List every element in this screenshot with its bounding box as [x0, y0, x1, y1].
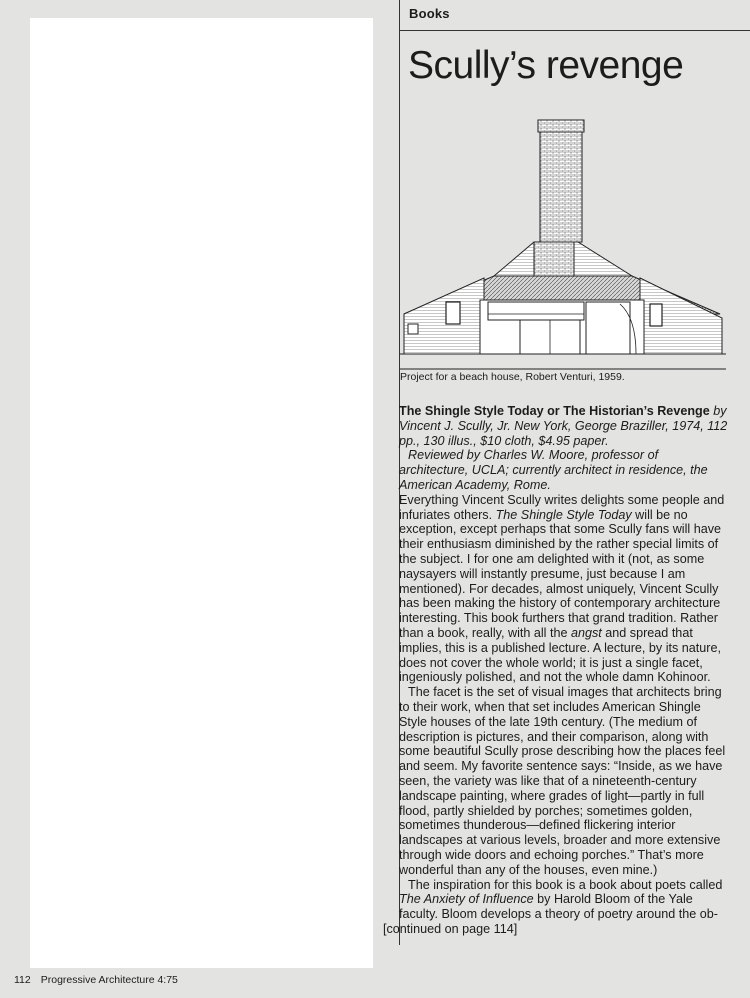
- book-title: The Shingle Style Today or The Historian’s Revenge: [399, 404, 710, 418]
- page-footer: [14, 974, 188, 986]
- section-rule: [399, 30, 750, 31]
- paragraph-2: The facet is the set of visual images that architects bring to their work, when that set includes American Shingle Style houses of the late 19th century. (The medium of description is pictures, and their comparison, along with some beautiful Scully prose describing how the places feel and seem. My favorite sentence says: “Inside, as we have seen, the variety was like that of a nineteenth-century landscape painting, where grades of light—partly in full flood, partly shielded by porches; sometimes golden, sometimes thunderous—defined flickering interior landscapes at various levels, broader and more extensive through wide doors and echoing porches.” That’s more wonderful than any of the houses, even mine.): [399, 685, 726, 877]
- reviewer-credit: Reviewed by Charles W. Moore, professor of architecture, UCLA; currently architect in residence, the American Academy, Rome.: [399, 448, 708, 492]
- beach-house-drawing: [400, 118, 726, 370]
- article-body: [383, 404, 729, 937]
- blank-panel: [30, 18, 373, 968]
- book-citation: [399, 404, 729, 448]
- page-number: 112: [14, 974, 31, 986]
- figure-caption: Project for a beach house, Robert Venturi, 1959.: [400, 371, 625, 383]
- paragraph-3: The inspiration for this book is a book about poets called The Anxiety of Influence by Harold Bloom of the Yale faculty. Bloom develops a theory of poetry around the ob-: [399, 877, 723, 922]
- headline: Scully’s revenge: [408, 44, 684, 87]
- book-details: by Vincent J. Scully, Jr. New York, George Braziller, 1974, 112 pp., 130 illus., $10 cloth, $4.95 paper.: [399, 404, 728, 448]
- section-label: Books: [409, 6, 450, 21]
- continued-note: [continued on page 114]: [383, 921, 518, 936]
- publication-name: Progressive Architecture 4:75: [40, 974, 178, 986]
- paragraph-1: Everything Vincent Scully writes delights some people and infuriates others. The Shingle Style Today will be no exception, except perhaps that some Scully fans will have their enthusiasm diminished by the rather special limits of the subject. I for one am delighted with it (not, as some naysayers will instantly presume, just because I am mentioned). For decades, almost uniquely, Vincent Scully has been making the history of contemporary architecture interesting. This book furthers that grand tradition. Rather than a book, really, with all the angst and spread that implies, this is a published lecture. A lecture, by its nature, does not cover the whole world; it is just a single facet, ingeniously polished, and not the whole damn Kohinoor.: [399, 492, 725, 685]
